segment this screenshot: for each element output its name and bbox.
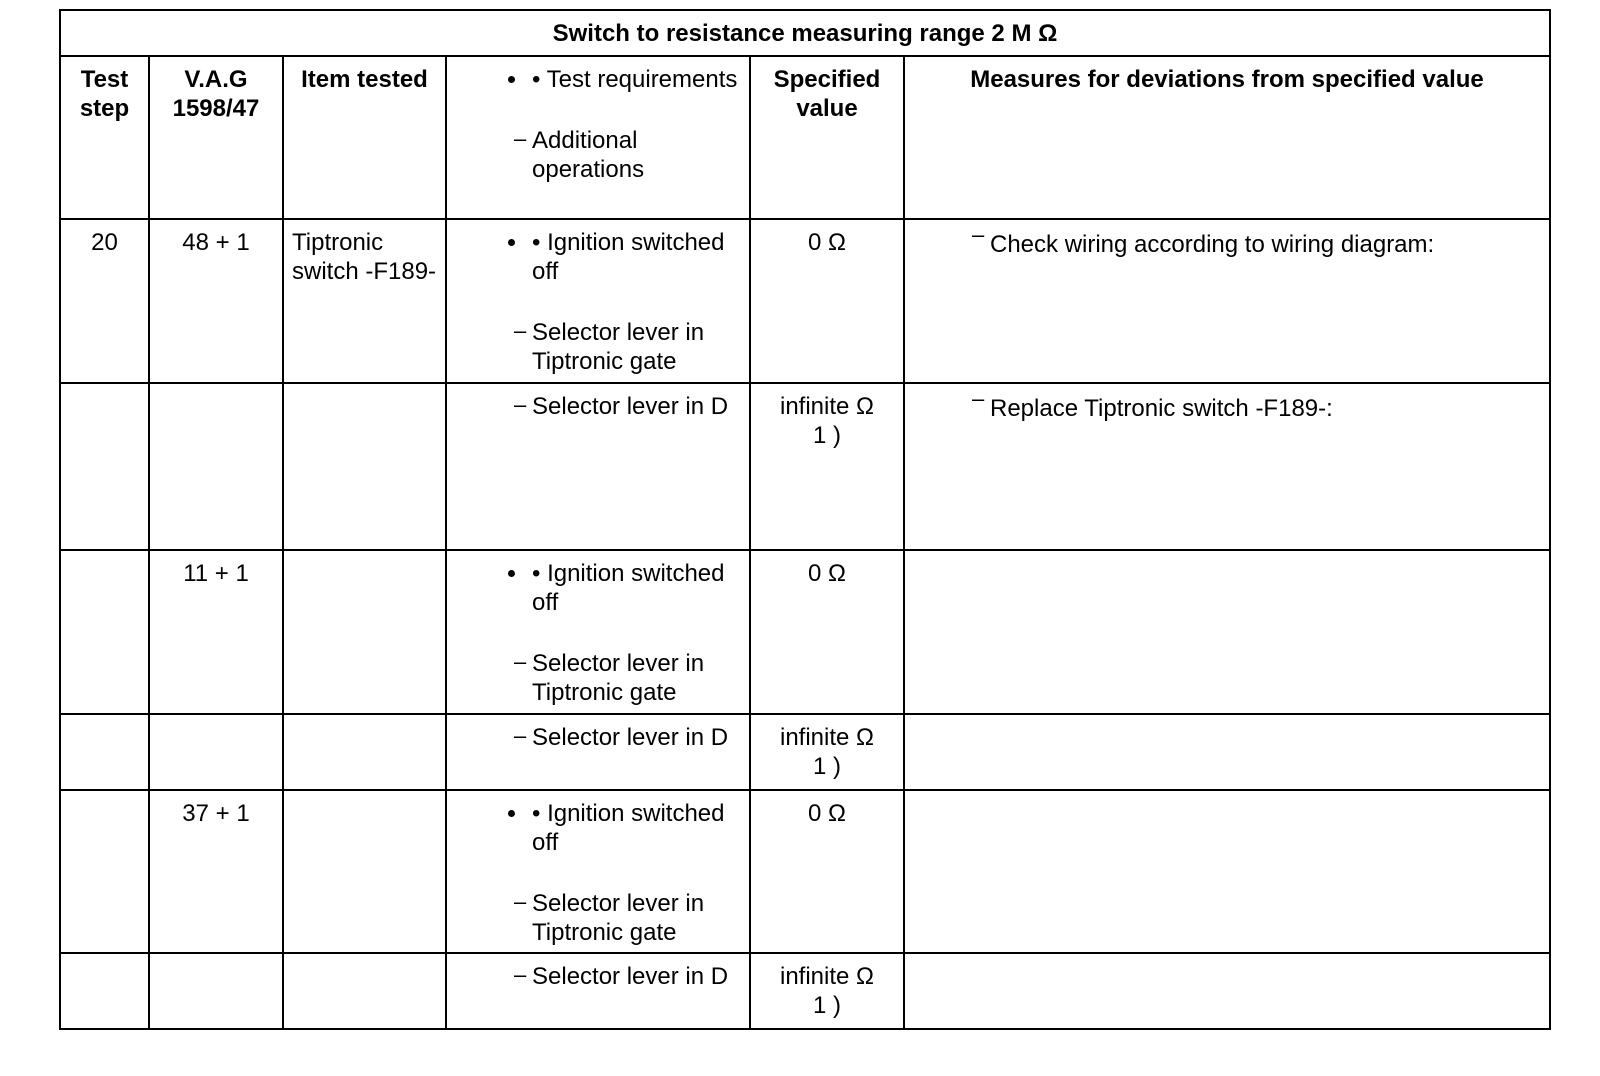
cell-item bbox=[283, 790, 446, 953]
table-row bbox=[60, 790, 1550, 953]
cell-vag bbox=[149, 714, 283, 790]
cell-item: Tiptronic switch -F189- bbox=[283, 219, 446, 383]
cell-step bbox=[60, 383, 149, 550]
cell-measure bbox=[904, 383, 1550, 550]
header-row bbox=[60, 56, 1550, 219]
cell-req2: Selector lever in D bbox=[532, 963, 729, 990]
table-title: Switch to resistance measuring range 2 M Ω bbox=[60, 10, 1550, 56]
cell-measure-text: Replace Tiptronic switch -F189-: bbox=[990, 395, 1333, 422]
cell-requirements bbox=[446, 953, 750, 1029]
cell-req2: Selector lever in Tiptronic gate bbox=[532, 319, 705, 375]
cell-measure bbox=[904, 790, 1550, 953]
cell-vag bbox=[149, 953, 283, 1029]
dash-icon: – bbox=[972, 222, 985, 247]
dash-icon: – bbox=[514, 318, 527, 343]
bullet-icon bbox=[508, 810, 515, 817]
cell-spec-note: 1 ) bbox=[812, 422, 841, 449]
cell-requirements bbox=[446, 550, 750, 714]
table-row bbox=[60, 219, 1550, 383]
cell-measure bbox=[904, 714, 1550, 790]
cell-req2: Selector lever in D bbox=[532, 393, 729, 420]
table-row bbox=[60, 550, 1550, 714]
header-req1: • Test requirements bbox=[532, 66, 738, 93]
cell-spec: 0 Ω bbox=[808, 229, 846, 256]
cell-spec-note: 1 ) bbox=[812, 753, 841, 780]
cell-req1: • Ignition switched off bbox=[532, 800, 725, 856]
table-title-row bbox=[60, 10, 1550, 56]
dash-icon: – bbox=[514, 649, 527, 674]
dash-icon: – bbox=[972, 386, 985, 411]
cell-req1: • Ignition switched off bbox=[532, 229, 725, 285]
cell-step bbox=[60, 953, 149, 1029]
cell-requirements bbox=[446, 219, 750, 383]
cell-item bbox=[283, 714, 446, 790]
cell-step bbox=[60, 714, 149, 790]
cell-item bbox=[283, 383, 446, 550]
cell-req2: Selector lever in D bbox=[532, 724, 729, 751]
bullet-icon bbox=[508, 239, 515, 246]
cell-specified bbox=[750, 790, 904, 953]
cell-vag: 11 + 1 bbox=[149, 550, 283, 714]
dash-icon: – bbox=[514, 126, 527, 151]
header-test-step: Test step bbox=[60, 56, 149, 219]
header-item-tested: Item tested bbox=[283, 56, 446, 219]
table-row bbox=[60, 383, 1550, 550]
cell-step bbox=[60, 790, 149, 953]
cell-spec: infinite Ω bbox=[780, 724, 874, 751]
table-row bbox=[60, 714, 1550, 790]
cell-item bbox=[283, 953, 446, 1029]
dash-icon: – bbox=[514, 392, 527, 417]
header-specified-value: Specified value bbox=[750, 56, 904, 219]
cell-vag bbox=[149, 383, 283, 550]
cell-spec-note: 1 ) bbox=[812, 992, 841, 1019]
cell-requirements bbox=[446, 383, 750, 550]
cell-specified bbox=[750, 550, 904, 714]
cell-measure bbox=[904, 550, 1550, 714]
cell-specified bbox=[750, 219, 904, 383]
bullet-icon bbox=[508, 76, 515, 83]
dash-icon: – bbox=[514, 723, 527, 748]
header-vag: V.A.G 1598/47 bbox=[149, 56, 283, 219]
cell-specified bbox=[750, 383, 904, 550]
cell-spec: 0 Ω bbox=[808, 560, 846, 587]
cell-requirements bbox=[446, 790, 750, 953]
cell-spec: 0 Ω bbox=[808, 800, 846, 827]
cell-spec: infinite Ω bbox=[780, 393, 874, 420]
cell-measure bbox=[904, 219, 1550, 383]
cell-measure bbox=[904, 953, 1550, 1029]
cell-item bbox=[283, 550, 446, 714]
cell-req1: • Ignition switched off bbox=[532, 560, 725, 616]
cell-step bbox=[60, 550, 149, 714]
cell-step: 20 bbox=[60, 219, 149, 383]
header-req2: Additional operations bbox=[532, 127, 645, 183]
cell-req2: Selector lever in Tiptronic gate bbox=[532, 650, 705, 706]
cell-measure-text: Check wiring according to wiring diagram: bbox=[990, 231, 1435, 258]
test-table bbox=[59, 9, 1551, 1030]
dash-icon: – bbox=[514, 962, 527, 987]
dash-icon: – bbox=[514, 889, 527, 914]
cell-vag: 48 + 1 bbox=[149, 219, 283, 383]
header-requirements bbox=[446, 56, 750, 219]
cell-specified bbox=[750, 714, 904, 790]
cell-spec: infinite Ω bbox=[780, 963, 874, 990]
cell-specified bbox=[750, 953, 904, 1029]
header-measures: Measures for deviations from specified value bbox=[904, 56, 1550, 219]
bullet-icon bbox=[508, 570, 515, 577]
cell-vag: 37 + 1 bbox=[149, 790, 283, 953]
table-row bbox=[60, 953, 1550, 1029]
cell-requirements bbox=[446, 714, 750, 790]
cell-req2: Selector lever in Tiptronic gate bbox=[532, 890, 705, 946]
